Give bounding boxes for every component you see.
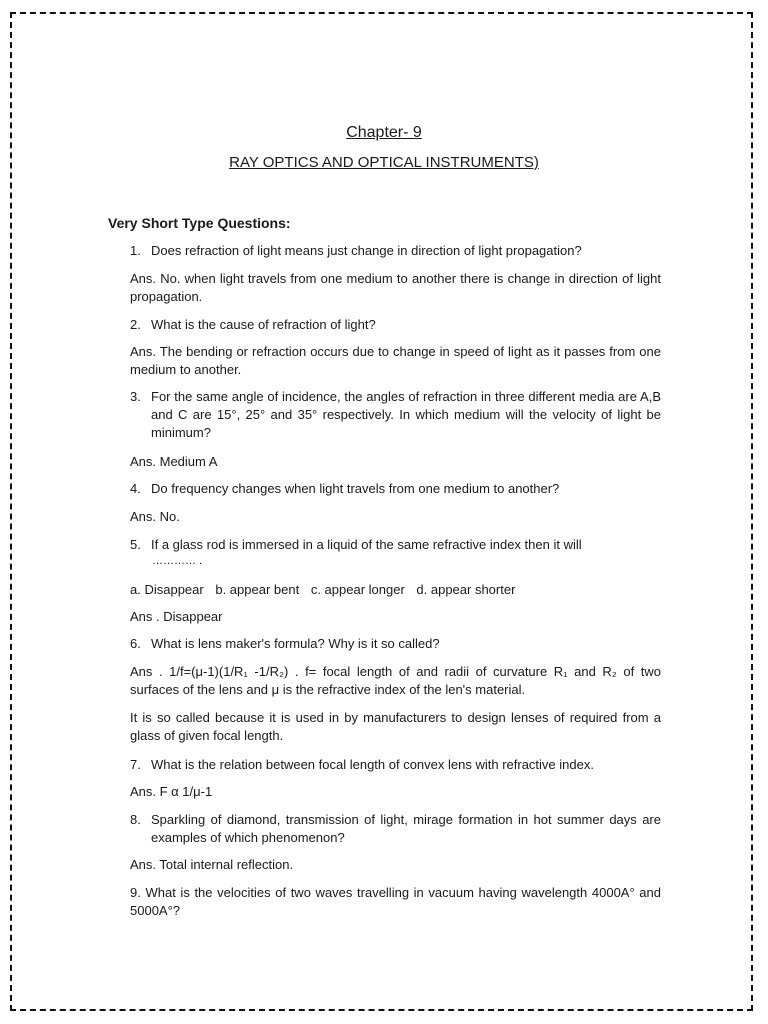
question-text: If a glass rod is immersed in a liquid of the same refractive index then it will — [151, 537, 582, 552]
answer-8: Ans. Total internal reflection. — [130, 857, 294, 872]
answer-1: Ans. No. when light travels from one medium to another there is change in direction of light propagation. — [130, 271, 661, 304]
question-1 — [130, 242, 661, 260]
question-3 — [130, 388, 661, 442]
question-text: What is the cause of refraction of light? — [151, 317, 376, 332]
question-text: What is the relation between focal length of convex lens with refractive index. — [151, 757, 594, 772]
answer-2: Ans. The bending or refraction occurs due to change in speed of light as it passes from one medium to another. — [130, 344, 661, 377]
answer-6: Ans . 1/f=(μ-1)(1/R₁ -1/R₂) . f= focal length of and radii of curvature R₁ and R₂ of two surfaces of the lens and μ is the refractive index of the len's material. — [130, 664, 661, 697]
question-number: 8. — [130, 812, 141, 827]
question-number: 3. — [130, 389, 141, 404]
option-a: a. Disappear — [130, 582, 204, 597]
answer-4: Ans. No. — [130, 509, 180, 524]
answer-6-explanation: It is so called because it is used in by manufacturers to design lenses of required from a glass of given focal length. — [130, 710, 661, 743]
question-text: For the same angle of incidence, the angles of refraction in three different media are A,B and C are 15°, 25° and 35° respectively. In which medium will the velocity of light be minimum? — [151, 389, 661, 440]
question-number: 4. — [130, 481, 141, 496]
chapter-title: RAY OPTICS AND OPTICAL INSTRUMENTS) — [229, 154, 539, 171]
answer-3: Ans. Medium A — [130, 454, 218, 469]
question-text: What is lens maker's formula? Why is it so called? — [151, 636, 440, 651]
question-text: Do frequency changes when light travels from one medium to another? — [151, 481, 560, 496]
question-text: Does refraction of light means just change in direction of light propagation? — [151, 243, 582, 258]
question-2 — [130, 316, 661, 334]
answer-7: Ans. F α 1/μ-1 — [130, 784, 213, 799]
option-b: b. appear bent — [215, 582, 300, 597]
option-c: c. appear longer — [310, 582, 405, 597]
section-heading: Very Short Type Questions: — [108, 215, 291, 231]
question-text: Sparkling of diamond, transmission of light, mirage formation in hot summer days are examples of which phenomenon? — [151, 812, 661, 845]
question-number: 7. — [130, 757, 141, 772]
question-number: 5. — [130, 537, 141, 552]
question-4 — [130, 480, 661, 498]
question-number: 1. — [130, 243, 141, 258]
options-row — [130, 581, 661, 599]
question-8 — [130, 811, 661, 847]
question-5 — [130, 536, 661, 554]
question-7 — [130, 756, 661, 774]
question-number: 6. — [130, 636, 141, 651]
blank-dots: ………… . — [152, 555, 203, 567]
option-d: d. appear shorter — [416, 582, 516, 597]
question-9: 9. What is the velocities of two waves travelling in vacuum having wavelength 4000A° and 5000A°? — [130, 885, 661, 918]
question-number: 2. — [130, 317, 141, 332]
chapter-heading: Chapter- 9 — [346, 124, 422, 141]
question-6 — [130, 635, 661, 653]
answer-5: Ans . Disappear — [130, 609, 223, 624]
